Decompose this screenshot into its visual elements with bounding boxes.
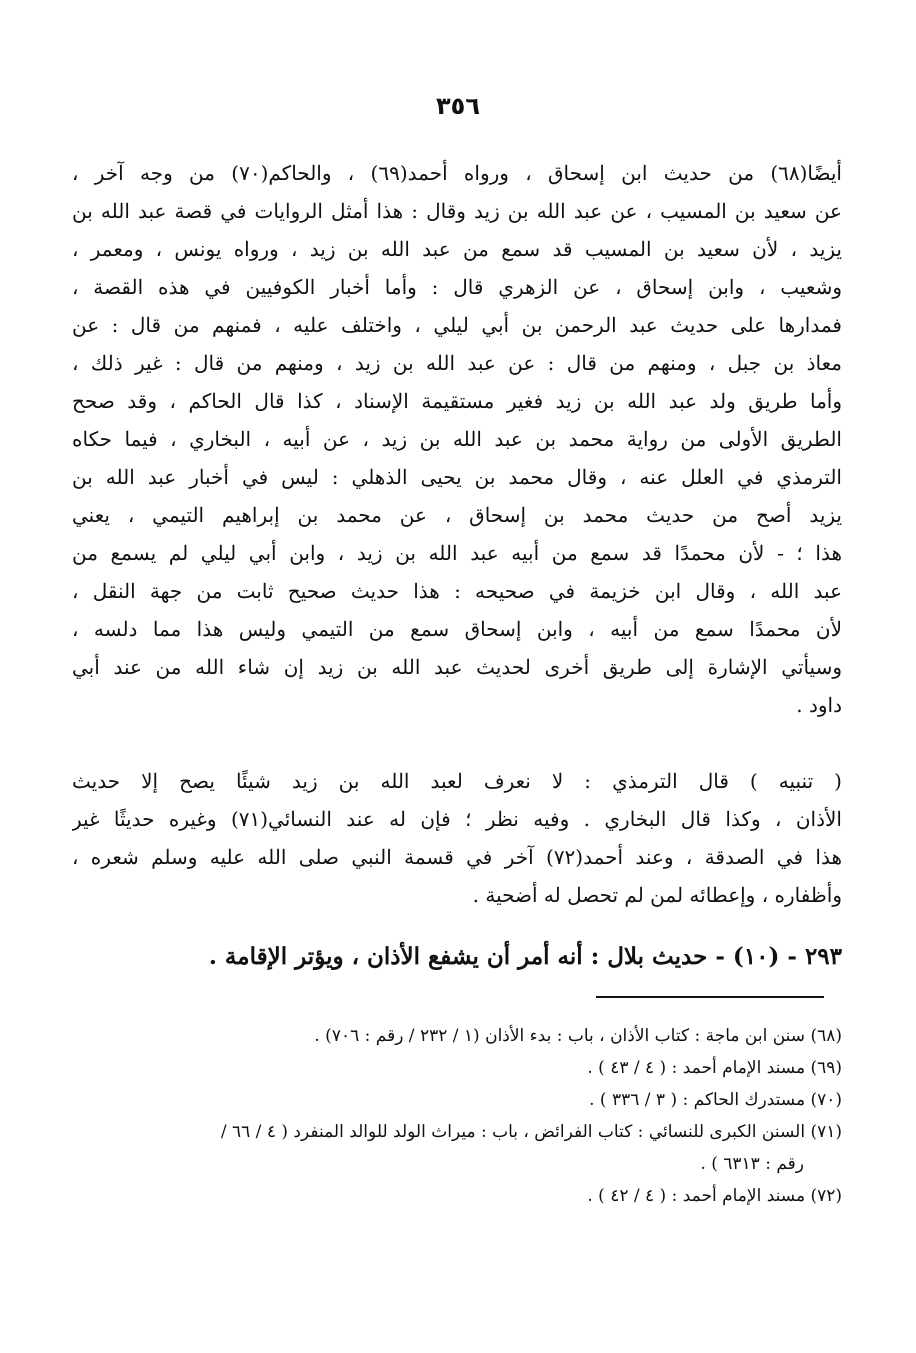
text-line: هذا في الصدقة ، وعند أحمد(٧٢) آخر في قسمة النبي صلى الله عليه وسلم شعره ، bbox=[72, 845, 842, 869]
text-line: يزيد ، لأن سعيد بن المسيب قد سمع من عبد الله بن زيد ، ورواه يونس ، ومعمر ، bbox=[72, 237, 842, 261]
footnote: (٧٢) مسند الإمام أحمد : ( ٤ / ٤٢ ) . bbox=[587, 1186, 842, 1206]
text-line: هذا ؛ - لأن محمدًا قد سمع من أبيه عبد الله بن زيد ، وابن أبي ليلي لم يسمع من bbox=[72, 541, 842, 565]
footnote: (٧٠) مستدرك الحاكم : ( ٣ / ٣٣٦ ) . bbox=[589, 1090, 842, 1110]
text-line: الأذان ، وكذا قال البخاري . وفيه نظر ؛ فإن له عند النسائي(٧١) وغيره حديثًا غير bbox=[72, 807, 842, 831]
page-number: ٣٥٦ bbox=[436, 92, 480, 120]
text-line: ( تنبيه ) قال الترمذي : لا نعرف لعبد الله بن زيد شيئًا يصح إلا حديث bbox=[72, 769, 842, 793]
text-line: فمدارها على حديث عبد الرحمن بن أبي ليلي ، واختلف عليه ، فمنهم من قال : عن bbox=[72, 313, 842, 337]
text-line: أيضًا(٦٨) من حديث ابن إسحاق ، ورواه أحمد(٦٩) ، والحاكم(٧٠) من وجه آخر ، bbox=[72, 161, 842, 185]
text-line: وشعيب ، وابن إسحاق ، عن الزهري قال : وأما أخبار الكوفيين في هذه القصة ، bbox=[72, 275, 842, 299]
note-paragraph bbox=[72, 762, 842, 914]
footnotes bbox=[72, 1020, 842, 1212]
footnote: (٦٨) سنن ابن ماجة : كتاب الأذان ، باب : بدء الأذان (١ / ٢٣٢ / رقم : ٧٠٦) . bbox=[314, 1026, 842, 1046]
text-line: داود . bbox=[796, 693, 842, 717]
text-line: الطريق الأولى من رواية محمد بن عبد الله بن زيد ، عن أبيه ، البخاري ، فيما حكاه bbox=[72, 427, 842, 451]
footnote: (٧١) السنن الكبرى للنسائي : كتاب الفرائض ، باب : ميراث الولد للوالد المنفرد ( ٤ / ٦٦ / bbox=[220, 1122, 842, 1142]
text-line: وأما طريق ولد عبد الله بن زيد فغير مستقيمة الإسناد ، كذا قال الحاكم ، وقد صحح bbox=[72, 389, 842, 413]
text-line: يزيد أصح من حديث محمد بن إسحاق ، عن محمد بن إبراهيم التيمي ، يعني bbox=[72, 503, 842, 527]
hadith-heading: ٢٩٣ - (١٠) - حديث بلال : أنه أمر أن يشفع الأذان ، ويؤتر الإقامة . bbox=[208, 943, 842, 970]
text-line: معاذ بن جبل ، ومنهم من قال : عن عبد الله بن زيد ، ومنهم من قال : غير ذلك ، bbox=[72, 351, 842, 375]
text-line: عن سعيد بن المسيب ، عن عبد الله بن زيد وقال : هذا أمثل الروايات في قصة عبد الله بن bbox=[72, 199, 842, 223]
footnote: (٦٩) مسند الإمام أحمد : ( ٤ / ٤٣ ) . bbox=[587, 1058, 842, 1078]
text-line: الترمذي في العلل عنه ، وقال محمد بن يحيى الذهلي : ليس في أخبار عبد الله بن bbox=[72, 465, 842, 489]
text-line: وأظفاره ، وإعطائه لمن لم تحصل له أضحية . bbox=[472, 883, 842, 907]
footnote-continuation: رقم : ٦٣١٣ ) . bbox=[700, 1154, 804, 1174]
text-line: وسيأتي الإشارة إلى طريق أخرى لحديث عبد الله بن زيد إن شاء الله من عند أبي bbox=[72, 655, 842, 679]
text-line: لأن محمدًا سمع من أبيه ، وابن إسحاق سمع من التيمي وليس هذا مما دلسه ، bbox=[72, 617, 842, 641]
footnote-divider bbox=[596, 996, 824, 998]
main-paragraph bbox=[72, 154, 842, 724]
text-line: عبد الله ، وقال ابن خزيمة في صحيحه : هذا حديث صحيح ثابت من جهة النقل ، bbox=[72, 579, 842, 603]
